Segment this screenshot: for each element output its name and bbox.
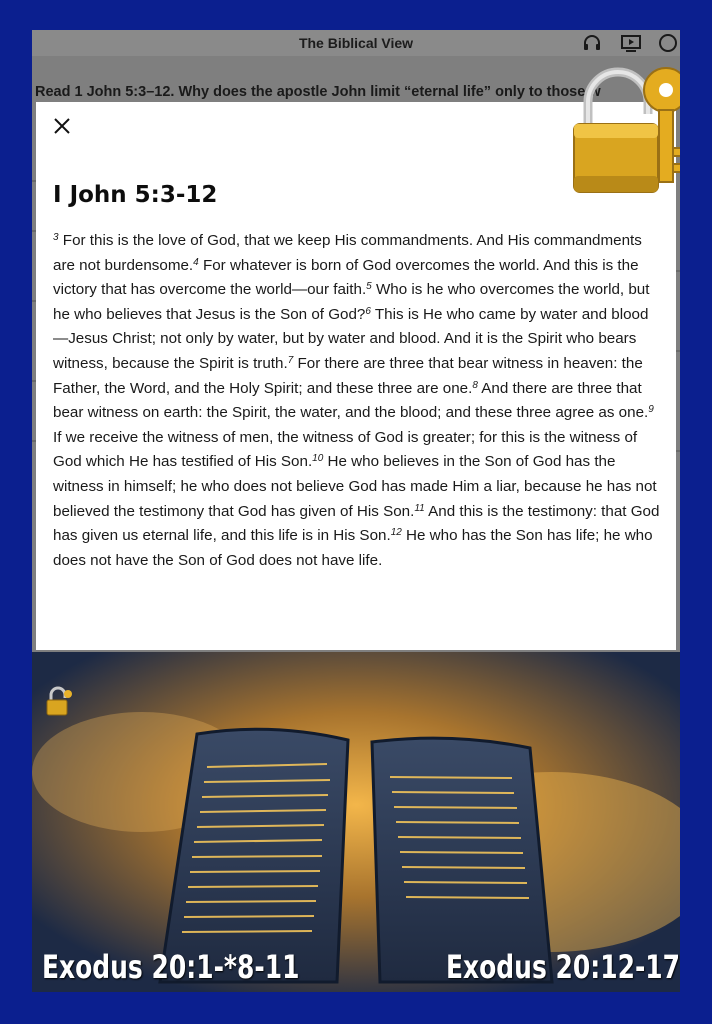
verse-text: Who is he who overcomes the world, but he who believes that Jesus is the Son of God?: [53, 281, 650, 323]
top-bar-icons: [582, 33, 678, 53]
verse-number: 6: [365, 305, 371, 317]
verse-number: 10: [312, 453, 324, 465]
passage-text: [53, 229, 663, 573]
caption-right: Exodus 20:12-17: [445, 948, 680, 986]
verse-number: 11: [414, 502, 425, 514]
verse-text: If we receive the witness of men, the witness of God is greater; for this is the witness of God which He has testified of His Son.: [53, 428, 638, 471]
video-play-icon[interactable]: [620, 33, 640, 53]
verse-text: And there are three that bear witness on earth: the Spirit, the water, and the blood; and these three agree as one.: [53, 379, 649, 422]
caption-left: Exodus 20:1-*8-11: [42, 948, 300, 986]
close-button[interactable]: [50, 114, 74, 138]
verse-number: 3: [53, 232, 59, 243]
verse-number: 7: [287, 354, 294, 366]
verse-text: This is He who came by water and blood—Jesus Christ; not only by water, but by water and blood. And it is the Spirit who bears witness, because the Spirit is truth.: [53, 305, 649, 372]
verse-text: He who has the Son has life; he who does not have the Son of God does not have life.: [53, 527, 653, 569]
close-icon: [50, 114, 74, 138]
verse-text: For this is the love of God, that we keep His commandments. And His commandments are not burdensome.: [53, 232, 642, 274]
verse-text: He who believes in the Son of God has the witness in himself; he who does not believe God has made Him a liar, because he has not believed the testimony that God has given of His Son.: [53, 453, 657, 520]
verse-number: 12: [390, 527, 402, 539]
verse-text: For there are three that bear witness in heaven: the Father, the Word, and the Holy Spirit; and these three are one.: [53, 354, 643, 397]
padlock-key-icon: [570, 64, 680, 196]
verse-number: 8: [472, 379, 478, 391]
top-bar: [32, 30, 680, 56]
tablets-illustration: [32, 652, 680, 992]
padlock-icon: [42, 686, 74, 718]
verse-number: 4: [193, 256, 199, 268]
verse-text: And this is the testimony: that God has given us eternal life, and this life is in His Son.: [53, 502, 660, 545]
headphones-icon[interactable]: [582, 33, 602, 53]
verse-number: 9: [648, 404, 654, 416]
passage-title: I John 5:3-12: [53, 182, 218, 208]
question-text: Read 1 John 5:3–12. Why does the apostle John limit “eternal life” only to those w: [35, 84, 601, 100]
verse-number: 5: [366, 281, 372, 293]
app-frame: [32, 30, 680, 992]
info-icon[interactable]: [658, 33, 678, 53]
verse-text: For whatever is born of God overcomes the world. And this is the victory that has overcome the world—our faith.: [53, 256, 639, 299]
app-title: The Biblical View: [298, 35, 414, 51]
commandment-tablets-image: [32, 652, 680, 992]
